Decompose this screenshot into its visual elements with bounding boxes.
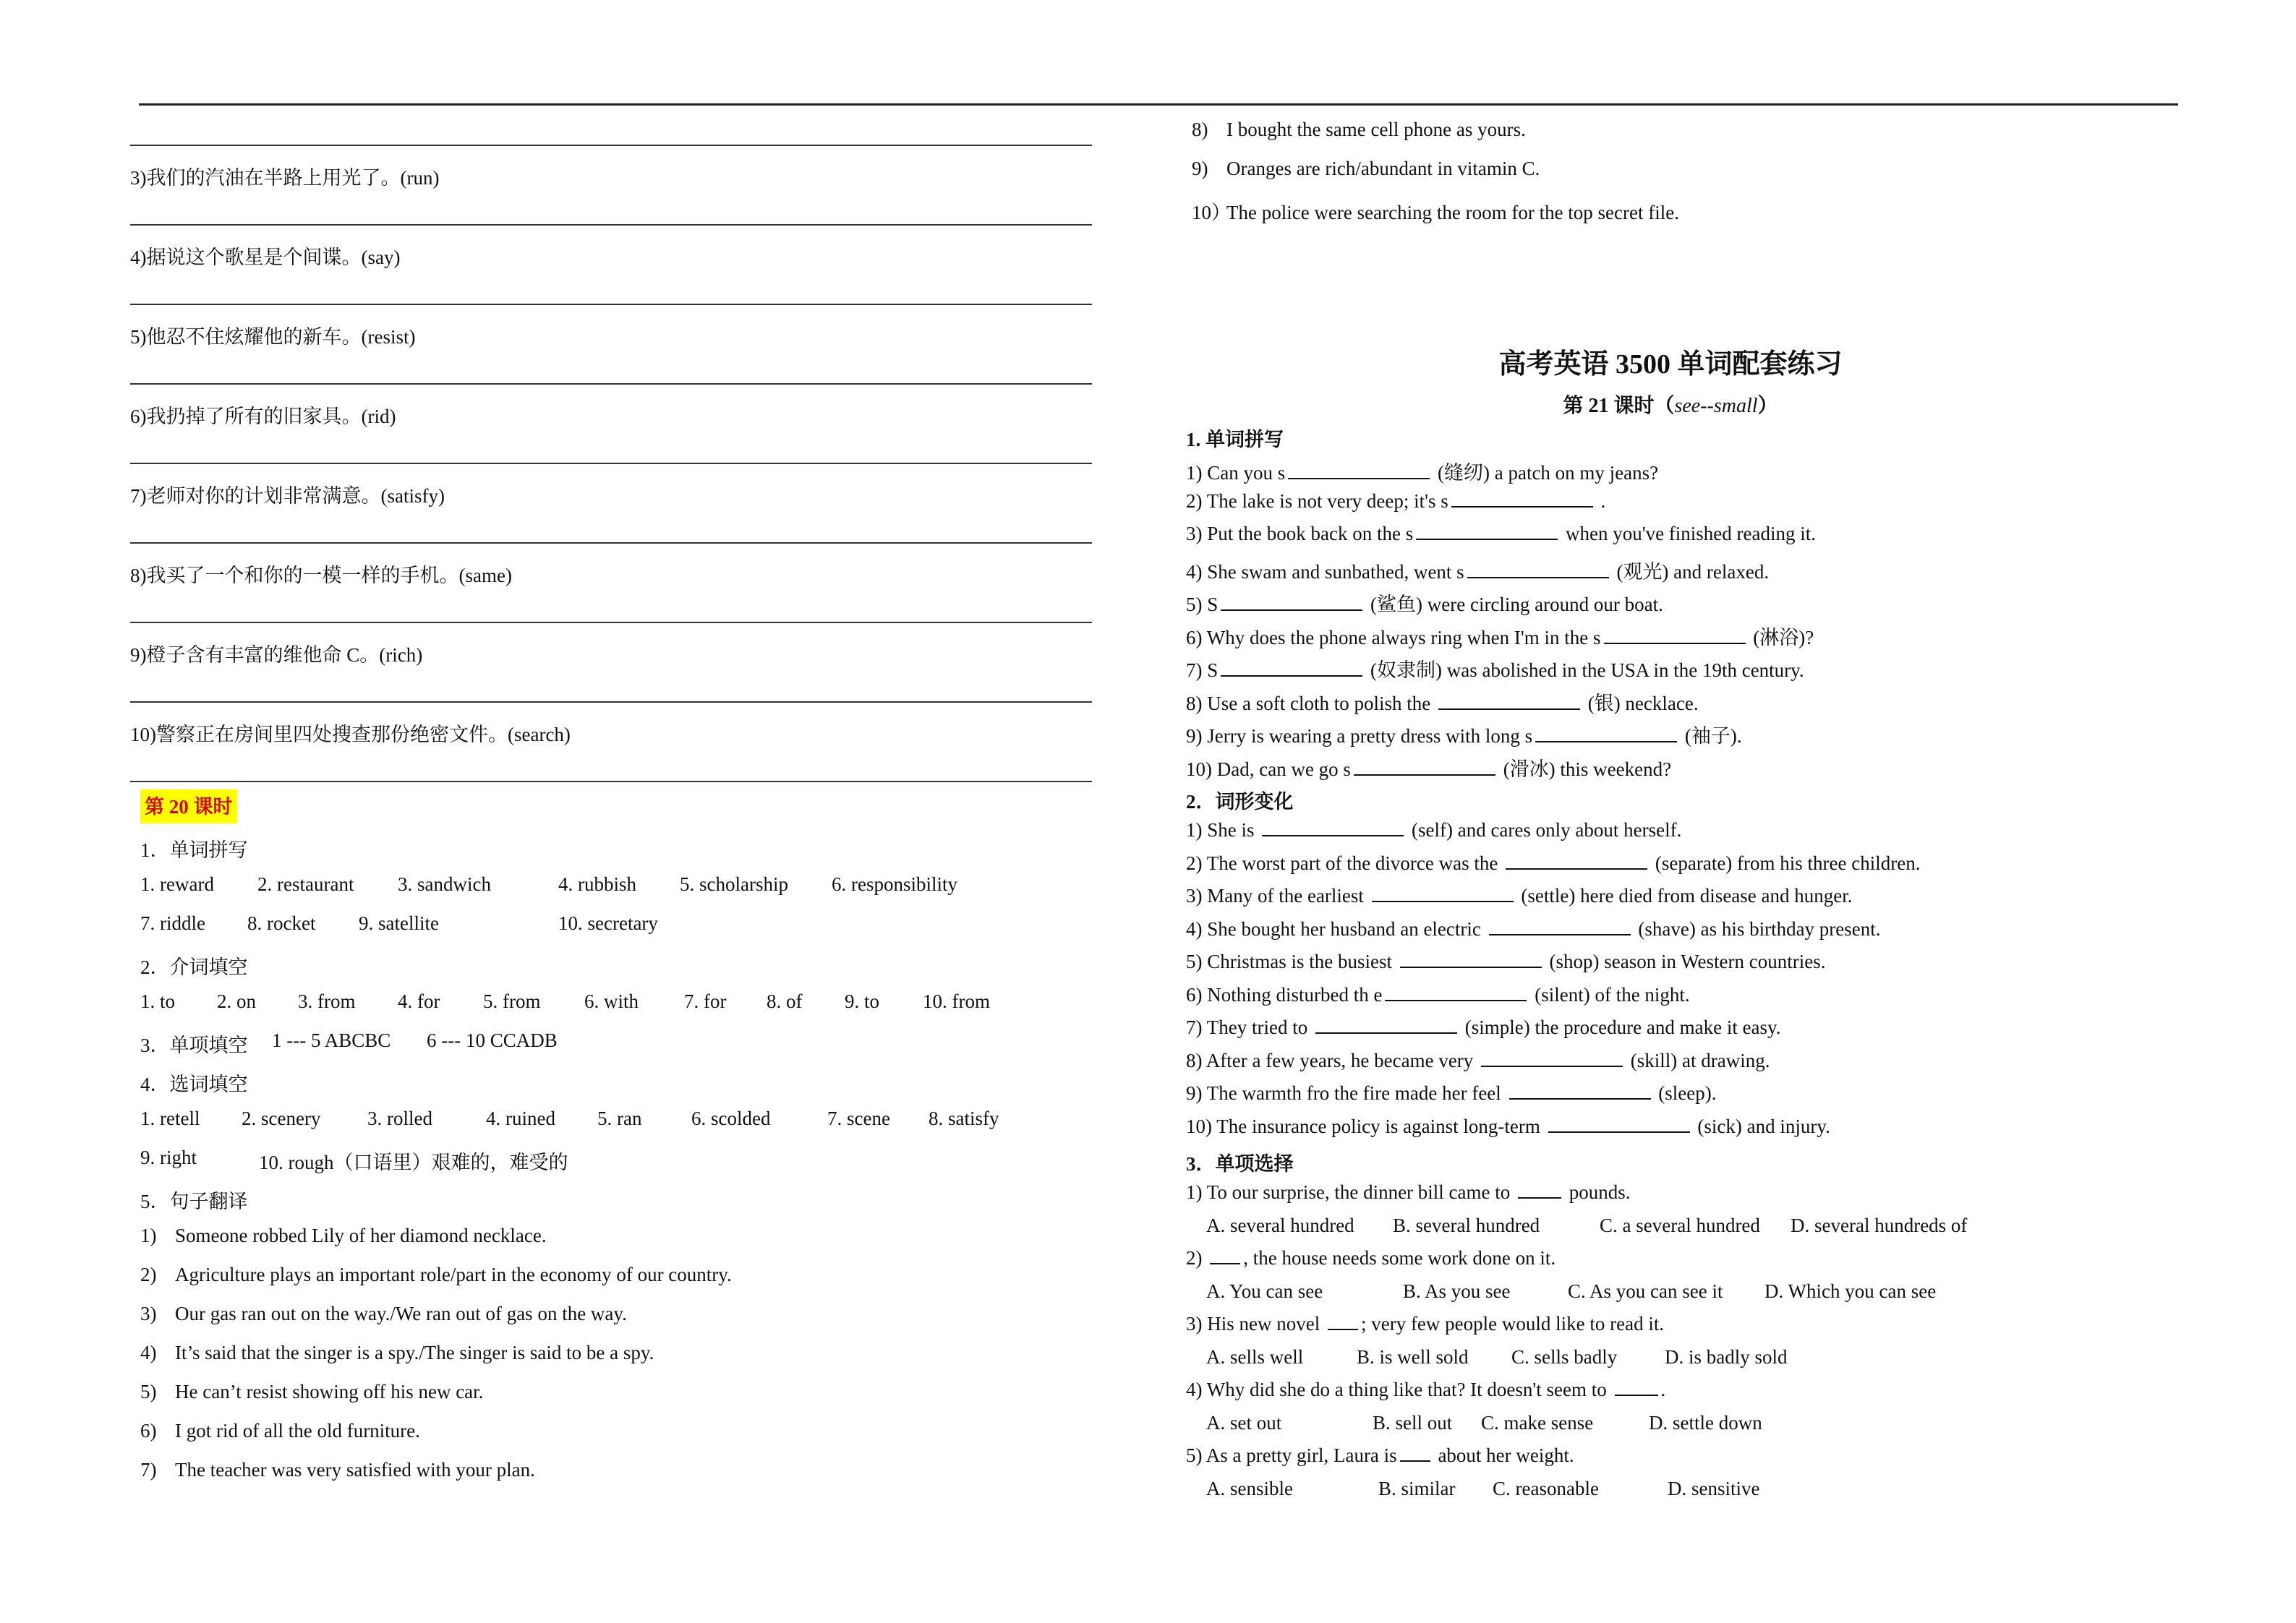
translation-item: 4)据说这个歌星是个间谍。(say) xyxy=(130,226,1092,305)
question: 6) Nothing disturbed th e (silent) of the night. xyxy=(1186,983,1690,1006)
options-row xyxy=(1186,1346,2191,1379)
list-item: 2) Agriculture plays an important role/part in the economy of our country. xyxy=(140,1264,732,1285)
option[interactable]: C. As you can see it xyxy=(1568,1280,1723,1302)
blank[interactable] xyxy=(1288,462,1430,479)
options-row xyxy=(1186,1215,2191,1248)
option[interactable]: C. a several hundred xyxy=(1600,1214,1760,1236)
list-item: 4) It’s said that the singer is a spy./The singer is said to be a spy. xyxy=(140,1342,654,1363)
question: 4) She bought her husband an electric (shave) as his birthday present. xyxy=(1186,917,1881,940)
question: 8) Use a soft cloth to polish the (银) necklace. xyxy=(1186,692,1699,714)
option[interactable]: C. reasonable xyxy=(1493,1477,1599,1499)
option[interactable]: A. sensible xyxy=(1206,1477,1293,1499)
blank[interactable] xyxy=(1467,561,1609,578)
options-row xyxy=(1186,1478,2191,1511)
question: 1) Can you s (缝纫) a patch on my jeans? xyxy=(1186,462,1659,484)
translation-item: 3)我们的汽油在半路上用光了。(run) xyxy=(130,146,1092,226)
answer-row: 1. retell 2. scenery 3. rolled 4. ruined 5. ran 6. scolded 7. scene 8. satisfy xyxy=(140,1108,999,1129)
blank[interactable] xyxy=(1604,627,1746,644)
header-rule xyxy=(139,103,2178,106)
blank[interactable] xyxy=(1438,693,1580,710)
list-item: 6) I got rid of all the old furniture. xyxy=(140,1420,420,1442)
answer-row: 7. riddle 8. rocket 9. satellite 10. secretary xyxy=(140,912,658,934)
answer-row: 3．单项填空 1 --- 5 ABCBC 6 --- 10 CCADB xyxy=(140,1029,558,1056)
section-title: 2．词形变化 xyxy=(1186,791,1294,813)
list-item: 7) The teacher was very satisfied with your plan. xyxy=(140,1459,535,1481)
options-row xyxy=(1186,1280,2191,1314)
list-item: 10）The police were searching the room for the top secret file. xyxy=(1192,202,1679,223)
blank[interactable] xyxy=(1506,852,1647,870)
blank[interactable] xyxy=(1416,523,1558,540)
question: 4) Why did she do a thing like that? It doesn't seem to . xyxy=(1186,1379,1666,1400)
blank[interactable] xyxy=(1221,659,1362,677)
question: 2) , the house needs some work done on it. xyxy=(1186,1247,1556,1269)
blank[interactable] xyxy=(1509,1082,1651,1100)
list-item: 3) Our gas ran out on the way./We ran out of gas on the way. xyxy=(140,1303,627,1324)
section-title: 2．介词填空 xyxy=(140,956,248,978)
worksheet-header xyxy=(1179,341,2162,419)
question: 5) S (鲨鱼) were circling around our boat. xyxy=(1186,594,1663,615)
option[interactable]: B. As you see xyxy=(1403,1280,1511,1302)
blank[interactable] xyxy=(1481,1050,1623,1067)
answer-row: 1. to 2. on 3. from 4. for 5. from 6. with 7. for 8. of 9. to 10. from xyxy=(140,990,990,1012)
question: 3) His new novel ; very few people would like to read it. xyxy=(1186,1313,1665,1335)
exercise-body xyxy=(1186,424,2191,1510)
option[interactable]: C. make sense xyxy=(1481,1411,1594,1434)
question: 7) They tried to (simple) the procedure and make it easy. xyxy=(1186,1016,1781,1038)
blank[interactable] xyxy=(1518,1181,1561,1199)
translation-item: 6)我扔掉了所有的旧家具。(rid) xyxy=(130,385,1092,464)
translation-item: 9)橙子含有丰富的维他命 C。(rich) xyxy=(130,623,1092,703)
option[interactable]: A. You can see xyxy=(1206,1280,1323,1302)
translation-item: 8)我买了一个和你的一模一样的手机。(same) xyxy=(130,544,1092,623)
option[interactable]: D. sensitive xyxy=(1668,1477,1760,1499)
question: 5) Christmas is the busiest (shop) season in Western countries. xyxy=(1186,951,1826,972)
question: 8) After a few years, he became very (skill) at drawing. xyxy=(1186,1049,1770,1071)
translation-item: 7)老师对你的计划非常满意。(satisfy) xyxy=(130,464,1092,544)
question: 6) Why does the phone always ring when I'm in the s (淋浴)? xyxy=(1186,626,1814,648)
question: 2) The lake is not very deep; it's s . xyxy=(1186,489,1606,512)
option[interactable]: D. several hundreds of xyxy=(1791,1214,1968,1236)
section-title: 1. 单词拼写 xyxy=(1186,429,1284,450)
blank[interactable] xyxy=(1535,725,1677,742)
question: 7) S (奴隶制) was abolished in the USA in the 19th century. xyxy=(1186,659,1804,681)
question: 5) As a pretty girl, Laura is about her weight. xyxy=(1186,1444,1574,1466)
question: 9) The warmth fro the fire made her feel (sleep). xyxy=(1186,1082,1717,1104)
blank[interactable] xyxy=(1615,1379,1658,1396)
lesson-20-answers xyxy=(140,789,1095,1498)
question: 1) She is (self) and cares only about herself. xyxy=(1186,819,1682,841)
lesson-tag: 第 20 课时 xyxy=(140,789,237,823)
answer-row: 9. right 10. rough（口语里）艰难的，难受的 xyxy=(140,1147,568,1173)
answer-row: 1. reward 2. restaurant 3. sandwich 4. rubbish 5. scholarship 6. responsibility xyxy=(140,873,957,895)
lesson-subtitle: 第 21 课时（see--small） xyxy=(1563,395,1778,417)
option[interactable]: B. several hundred xyxy=(1393,1214,1540,1236)
section-title: 3．单项选择 xyxy=(1186,1153,1294,1175)
question: 10) Dad, can we go s (滑冰) this weekend? xyxy=(1186,758,1672,780)
question: 1) To our surprise, the dinner bill came to pounds. xyxy=(1186,1181,1631,1203)
option[interactable]: B. is well sold xyxy=(1357,1345,1469,1368)
blank[interactable] xyxy=(1315,1016,1457,1034)
blank[interactable] xyxy=(1400,1444,1430,1462)
option[interactable]: A. sells well xyxy=(1206,1345,1304,1368)
option[interactable]: C. sells badly xyxy=(1511,1345,1618,1368)
options-row xyxy=(1186,1412,2191,1445)
blank[interactable] xyxy=(1451,490,1593,508)
blank[interactable] xyxy=(1489,918,1631,935)
blank[interactable] xyxy=(1354,758,1495,776)
blank[interactable] xyxy=(1372,885,1514,902)
blank[interactable] xyxy=(1328,1313,1358,1330)
question: 3) Put the book back on the s when you've finished reading it. xyxy=(1186,523,1816,544)
question: 3) Many of the earliest (settle) here died from disease and hunger. xyxy=(1186,885,1853,907)
option[interactable]: D. settle down xyxy=(1649,1411,1762,1434)
blank[interactable] xyxy=(1210,1247,1240,1264)
translation-exercise xyxy=(130,146,1092,782)
list-item: 5) He can’t resist showing off his new car. xyxy=(140,1381,484,1403)
option[interactable]: D. Which you can see xyxy=(1764,1280,1937,1302)
question: 10) The insurance policy is against long-term (sick) and injury. xyxy=(1186,1115,1830,1137)
page-title: 高考英语 3500 单词配套练习 xyxy=(1498,349,1843,380)
option[interactable]: A. set out xyxy=(1206,1411,1282,1434)
list-item: 8) I bought the same cell phone as yours. xyxy=(1192,119,1526,140)
question: 9) Jerry is wearing a pretty dress with long s (袖子). xyxy=(1186,725,1742,747)
blank[interactable] xyxy=(1262,819,1404,836)
option[interactable]: B. sell out xyxy=(1373,1411,1453,1434)
translation-item: 10)警察正在房间里四处搜查那份绝密文件。(search) xyxy=(130,703,1092,782)
list-item: 9) Oranges are rich/abundant in vitamin C. xyxy=(1192,158,1540,179)
option[interactable]: A. several hundred xyxy=(1206,1214,1354,1236)
question: 2) The worst part of the divorce was the (separate) from his three children. xyxy=(1186,852,1921,874)
option[interactable]: B. similar xyxy=(1378,1477,1456,1499)
section-title: 1．单词拼写 xyxy=(140,839,248,861)
translation-item: 5)他忍不住炫耀他的新车。(resist) xyxy=(130,305,1092,385)
blank[interactable] xyxy=(1548,1115,1690,1133)
option[interactable]: D. is badly sold xyxy=(1665,1345,1788,1368)
blank[interactable] xyxy=(1385,984,1527,1001)
answer-line xyxy=(130,781,1092,782)
blank[interactable] xyxy=(1400,951,1542,968)
translation-answers-cont xyxy=(1192,119,2190,236)
question: 4) She swam and sunbathed, went s (观光) and relaxed. xyxy=(1186,560,1770,583)
section-title: 5．句子翻译 xyxy=(140,1191,248,1212)
list-item: 1) Someone robbed Lily of her diamond necklace. xyxy=(140,1225,547,1246)
blank[interactable] xyxy=(1221,594,1362,611)
section-title: 4．选词填空 xyxy=(140,1074,248,1095)
